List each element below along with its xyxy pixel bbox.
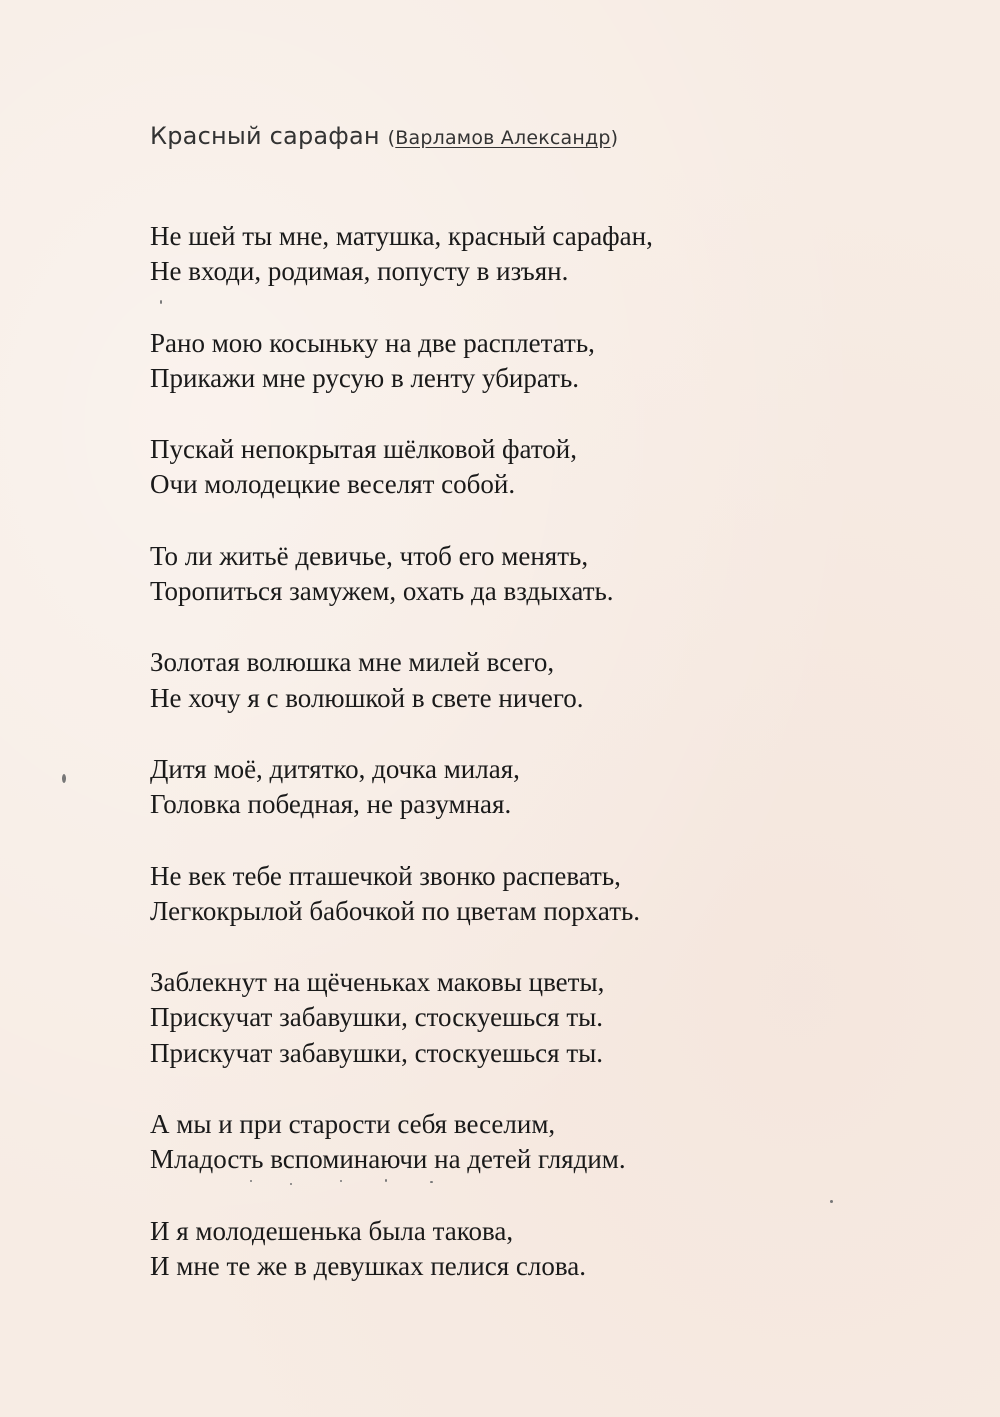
stanza — [150, 219, 950, 290]
poem-line: Не хочу я с волюшкой в свете ничего. — [150, 682, 584, 713]
stanza — [150, 326, 950, 397]
poem-line: А мы и при старости себя веселим, — [150, 1109, 556, 1140]
scan-speck — [160, 300, 162, 304]
poem-line: Прикажи мне русую в ленту убирать. — [150, 362, 580, 393]
stanza — [150, 539, 950, 610]
poem-line: Рано мою косыньку на две расплетать, — [150, 327, 595, 358]
poem-line: Дитя моё, дитятко, дочка милая, — [150, 753, 520, 784]
stanza — [150, 1214, 950, 1285]
stanza — [150, 752, 950, 823]
poem-line: Не шей ты мне, матушка, красный сарафан, — [150, 221, 653, 251]
author-wrap — [388, 127, 619, 149]
poem-line: И я молодешенька была такова, — [150, 1215, 514, 1246]
scan-speck — [830, 1200, 833, 1203]
close-paren: ) — [610, 127, 619, 149]
poem-line: Младость вспоминаючи на детей глядим. — [150, 1144, 626, 1175]
stanza — [150, 859, 950, 930]
poem-line: Не век тебе пташечкой звонко распевать, — [150, 860, 621, 891]
open-paren: ( — [387, 127, 396, 149]
poem-body — [150, 219, 950, 1320]
scan-speck — [385, 1179, 387, 1182]
song-title: Красный сарафан — [150, 122, 380, 150]
scan-speck — [340, 1180, 342, 1182]
stanza — [150, 965, 950, 1071]
poem-line: Очи молодецкие веселят собой. — [150, 469, 516, 500]
poem-line: И мне те же в девушках пелися слова. — [150, 1250, 586, 1281]
scan-speck — [62, 774, 66, 783]
poem-line: Торопиться замужем, охать да вздыхать. — [150, 576, 614, 607]
poem-line: Заблекнут на щёченьках маковы цветы, — [150, 967, 605, 998]
poem-line: Пускай непокрытая шёлковой фатой, — [150, 434, 577, 465]
poem-line: Не входи, родимая, попусту в изъян. — [150, 256, 569, 287]
poem-line: Легкокрылой бабочкой по цветам порхать. — [150, 895, 641, 926]
stanza — [150, 645, 950, 716]
song-title-line — [150, 122, 618, 150]
stanza — [150, 432, 950, 503]
scan-speck — [430, 1181, 433, 1183]
poem-line: Головка победная, не разумная. — [150, 789, 512, 820]
poem-line: Прискучат забавушки, стоскуешься ты. — [150, 1037, 604, 1068]
author-link[interactable]: Варламов Александр — [395, 127, 611, 149]
poem-line: Золотая волюшка мне милей всего, — [150, 647, 555, 678]
scan-speck — [290, 1183, 292, 1185]
scan-speck — [250, 1180, 252, 1182]
stanza — [150, 1107, 950, 1178]
poem-line: То ли житьё девичье, чтоб его менять, — [150, 540, 589, 571]
poem-line: Прискучат забавушки, стоскуешься ты. — [150, 1002, 604, 1033]
